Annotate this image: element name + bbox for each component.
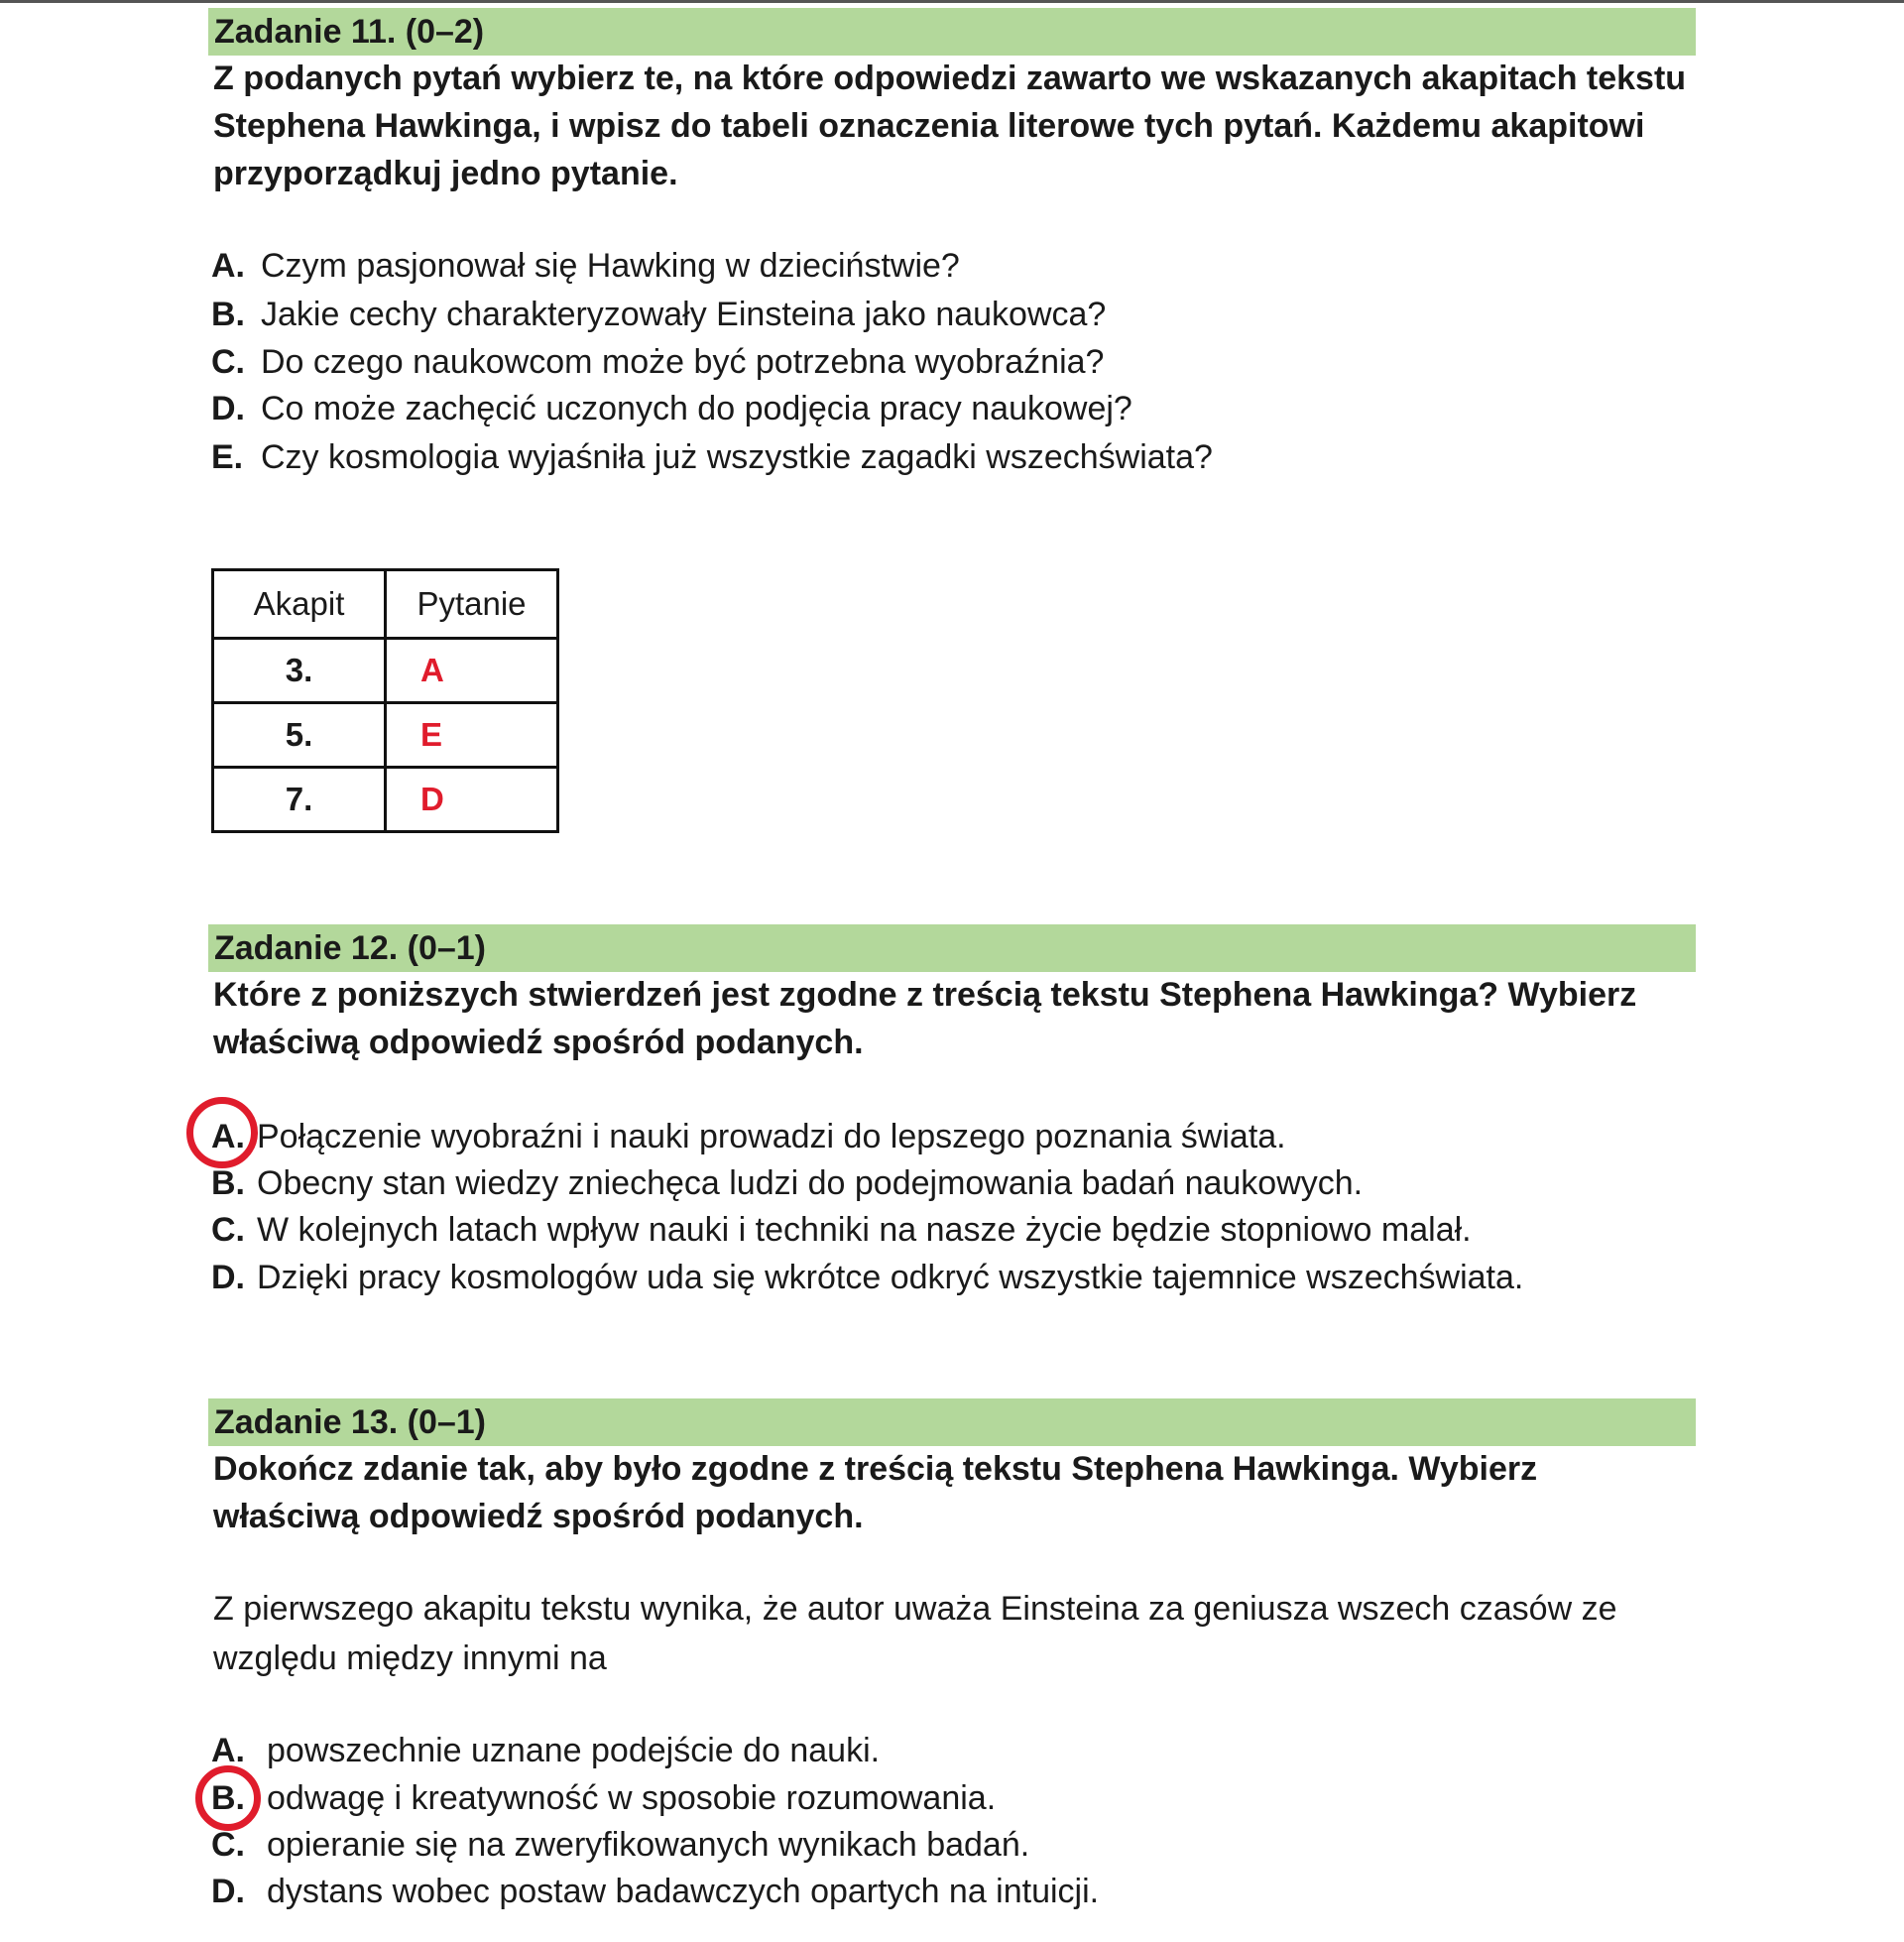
top-border bbox=[0, 0, 1904, 3]
option-text: W kolejnych latach wpływ nauki i techniki na nasze życie będzie stopniowo malał. bbox=[257, 1211, 1472, 1249]
option-text: Połączenie wyobraźni i nauki prowadzi do lepszego poznania świata. bbox=[257, 1118, 1286, 1155]
task-12-instruction: Które z poniższych stwierdzeń jest zgodne z treścią tekstu Stephena Hawkinga? Wybierz właściwą odpowiedź spośród podanych. bbox=[213, 976, 1637, 1061]
task-13-option-a[interactable] bbox=[211, 1727, 880, 1774]
task-12-header: Zadanie 12. (0–1) bbox=[208, 924, 1696, 972]
table-header-row bbox=[213, 570, 558, 639]
task-13-stem: Z pierwszego akapitu tekstu wynika, że autor uważa Einsteina za geniusza wszech czasów ze względu między innymi na bbox=[213, 1590, 1617, 1677]
answer-cell[interactable]: D bbox=[386, 768, 558, 832]
akapit-cell: 5. bbox=[213, 703, 386, 768]
task-13-instruction: Dokończ zdanie tak, aby było zgodne z treścią tekstu Stephena Hawkinga. Wybierz właściwą odpowiedź spośród podanych. bbox=[213, 1450, 1538, 1535]
task-11-option-b bbox=[211, 291, 1106, 338]
task-11-option-d bbox=[211, 385, 1132, 432]
option-text: Co może zachęcić uczonych do podjęcia pracy naukowej? bbox=[261, 390, 1132, 427]
task-13-option-b[interactable] bbox=[211, 1774, 996, 1822]
table-row bbox=[213, 639, 558, 703]
option-letter: B. bbox=[211, 1779, 245, 1817]
option-text: powszechnie uznane podejście do nauki. bbox=[267, 1732, 881, 1769]
option-letter: B. bbox=[211, 1164, 245, 1202]
option-text: Do czego naukowcom może być potrzebna wyobraźnia? bbox=[261, 343, 1105, 381]
selected-answer-circle-mark bbox=[195, 1765, 261, 1831]
task-11-option-c bbox=[211, 338, 1104, 386]
task-13-header: Zadanie 13. (0–1) bbox=[208, 1398, 1696, 1446]
akapit-cell: 7. bbox=[213, 768, 386, 832]
option-text: odwagę i kreatywność w sposobie rozumowania. bbox=[267, 1779, 997, 1817]
task-12-option-d[interactable] bbox=[211, 1254, 1523, 1301]
task-11-instruction: Z podanych pytań wybierz te, na które odpowiedzi zawarto we wskazanych akapitach tekstu Stephena Hawkinga, i wpisz do tabeli oznaczenia literowe tych pytań. Każdemu akapitowi przyporządkuj jedno pytanie. bbox=[213, 60, 1687, 192]
option-text: Dzięki pracy kosmologów uda się wkrótce odkryć wszystkie tajemnice wszechświata. bbox=[257, 1259, 1524, 1296]
option-letter: A. bbox=[211, 1732, 245, 1769]
akapit-cell: 3. bbox=[213, 639, 386, 703]
option-text: Jakie cechy charakteryzowały Einsteina jako naukowca? bbox=[261, 296, 1107, 333]
option-letter: C. bbox=[211, 1211, 245, 1249]
task-13-option-d[interactable] bbox=[211, 1868, 1099, 1915]
task-11-header: Zadanie 11. (0–2) bbox=[208, 8, 1696, 56]
task-12-option-b[interactable] bbox=[211, 1159, 1363, 1207]
task-12-option-c[interactable] bbox=[211, 1206, 1472, 1254]
answer-table bbox=[211, 568, 559, 833]
option-letter: C. bbox=[211, 343, 245, 381]
option-text: dystans wobec postaw badawczych opartych na intuicji. bbox=[267, 1873, 1100, 1910]
option-letter: C. bbox=[211, 1826, 245, 1864]
task-13-option-c[interactable] bbox=[211, 1821, 1029, 1869]
task-11-option-e bbox=[211, 433, 1213, 481]
task-12-option-a[interactable] bbox=[211, 1113, 1286, 1160]
option-letter: D. bbox=[211, 1259, 245, 1296]
option-text: Czym pasjonował się Hawking w dzieciństwie? bbox=[261, 247, 960, 285]
column-header-pytanie: Pytanie bbox=[386, 570, 558, 639]
option-text: opieranie się na zweryfikowanych wynikach badań. bbox=[267, 1826, 1030, 1864]
option-letter: A. bbox=[211, 247, 245, 285]
table-row bbox=[213, 768, 558, 832]
answer-cell[interactable]: A bbox=[386, 639, 558, 703]
task-11-option-a bbox=[211, 242, 960, 290]
table-row bbox=[213, 703, 558, 768]
option-letter: E. bbox=[211, 438, 244, 476]
column-header-akapit: Akapit bbox=[213, 570, 386, 639]
option-letter: D. bbox=[211, 1873, 245, 1910]
selected-answer-circle-mark bbox=[186, 1097, 258, 1168]
option-letter: A. bbox=[211, 1118, 245, 1155]
option-letter: D. bbox=[211, 390, 245, 427]
option-letter: B. bbox=[211, 296, 245, 333]
option-text: Obecny stan wiedzy zniechęca ludzi do podejmowania badań naukowych. bbox=[257, 1164, 1364, 1202]
option-text: Czy kosmologia wyjaśniła już wszystkie zagadki wszechświata? bbox=[261, 438, 1213, 476]
answer-cell[interactable]: E bbox=[386, 703, 558, 768]
